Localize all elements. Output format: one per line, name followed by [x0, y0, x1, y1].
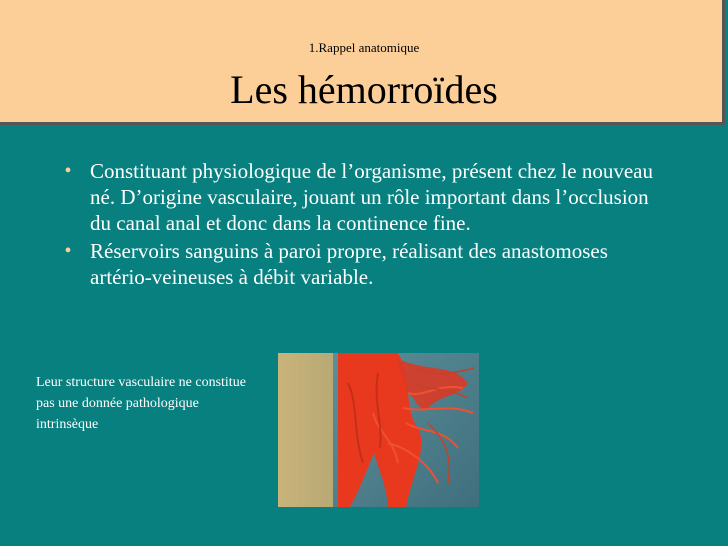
- bullet-text: Réservoirs sanguins à paroi propre, réalisant des anastomoses artério-veineuses à débit variable.: [90, 239, 608, 289]
- slide-title: Les hémorroïdes: [230, 67, 498, 112]
- section-subtitle: 1.Rappel anatomique: [308, 40, 420, 55]
- vascular-cast-photo: [278, 353, 479, 507]
- image-caption: Leur structure vasculaire ne constitue pas une donnée pathologique intrinsèque: [36, 375, 246, 432]
- bullet-item: [58, 158, 658, 236]
- bullet-icon: •: [64, 240, 72, 262]
- bullet-icon: •: [64, 160, 72, 182]
- bullet-item: [58, 238, 658, 290]
- bullet-list: [58, 158, 658, 292]
- bullet-text: Constituant physiologique de l’organisme, présent chez le nouveau né. D’origine vasculaire, jouant un rôle important dans l’occlusion du canal anal et donc dans la continence fine.: [90, 159, 653, 235]
